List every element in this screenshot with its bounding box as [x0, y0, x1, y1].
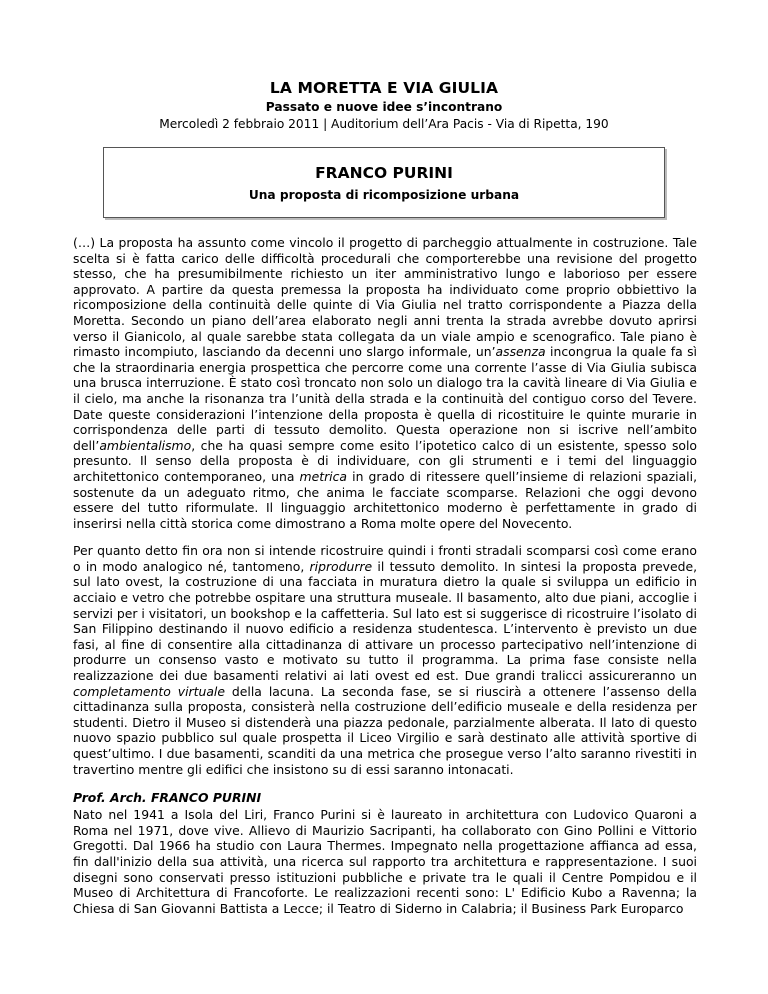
text-run: il tessuto demolito. In sintesi la proposta prevede, sul lato ovest, la costruzione di una facciata in muratura dietro la quale si sviluppa un edificio in acciaio e vetro che potrebbe ospitare una struttura museale. Il basamento, alto due piani, accoglie i servizi per i visitatori, un bookshop e la caffetteria. Sul lato est si suggerisce di ricostruire l’isolato di San Filippino destinando il nuovo edificio a residenza studentesca. L’intervento è previsto un due fasi, al fine di consentire alla cittadinanza di attivare un processo partecipativo nell’intenzione di produrre un consenso vasto e motivato su tutto il programma. La prima fase consiste nella realizzazione dei due basamenti relativi ai lati ovest ed est. Due grandi tralicci assicureranno un [73, 558, 698, 684]
emphasis: metrica [299, 468, 348, 484]
bio-paragraph: Nato nel 1941 a Isola del Liri, Franco Purini si è laureato in architettura con Ludovico Quaroni a Roma nel 1971, dove vive. Allievo di Maurizio Sacripanti, ha collaborato con Gino Pollini e Vittorio Gregotti. Dal 1966 ha studio con Laura Thermes. Impegnato nella progettazione affianca ad essa, fin dall'inizio della sua attività, una ricerca sul rapporto tra architettura e rappresentazione. I suoi disegni sono conservati presso istituzioni pubbliche e private tra le quali il Centre Pompidou e il Museo di Architettura di Francoforte. Le realizzazioni recenti sono: L' Edificio Kubo a Ravenna; la Chiesa di San Giovanni Battista a Lecce; il Teatro di Siderno in Calabria; il Business Park Europarco [73, 807, 697, 916]
bio-heading: Prof. Arch. FRANCO PURINI [73, 790, 262, 806]
document-title: LA MORETTA E VIA GIULIA [269, 79, 499, 97]
emphasis: assenza [495, 344, 546, 360]
text-run: Per quanto detto fin ora non si intende ricostruire quindi i fronti stradali scomparsi così come erano o in modo analogico né, tantomeno, [73, 543, 697, 574]
text-run: della lacuna. La seconda fase, se si riuscirà a ottenere l’assenso della cittadinanza sulla proposta, consisterà nella costruzione dell’edificio museale e della residenza per studenti. Dietro il Museo si distenderà una piazza pedonale, parzialmente alberata. Il lato di questo nuovo spazio pubblico sul quale prospetta il Liceo Virgilio e sarà destinato alle attività sportive di quest’ultimo. I due basamenti, scanditi da una metrica che prosegue verso l’alto saranno rivestiti in travertino mentre gli edifici che insistono su di essi saranno intonacati. [73, 683, 697, 777]
paragraph-2 [73, 543, 697, 777]
body-text [73, 235, 697, 916]
talk-title: Una proposta di ricomposizione urbana [248, 188, 520, 202]
emphasis: ambientalismo [99, 437, 192, 453]
speaker-name: FRANCO PURINI [315, 164, 453, 182]
text-run: (…) La proposta ha assunto come vincolo il progetto di parcheggio attualmente in costruzione. Tale scelta si è fatta carico delle difficoltà procedurali che comporterebbe una revisione del progetto stesso, che ha presumibilmente richiesto un iter amministrativo lungo e laborioso per essere approvato. A partire da questa premessa la proposta ha individuato come proprio obbiettivo la ricomposizione della continuità delle quinte di Via Giulia nel tratto corrispondente a Piazza della Moretta. Secondo un piano dell’area elaborato negli anni trenta la strada avrebbe dovuto aprirsi verso il Gianicolo, al quale sarebbe stata collegata da un viale ampio e scenografico. Tale piano è rimasto incompiuto, lasciando da decenni uno slargo informale, un’ [73, 235, 697, 360]
text-run: , che ha quasi sempre come esito l’ipotetico calco di un esistente, spesso solo presunto. Il senso della proposta è di individuare, con gli strumenti e i temi del linguaggio architettonico contemporaneo, una [73, 437, 697, 484]
event-info: Mercoledì 2 febbraio 2011 | Auditorium dell’Ara Pacis - Via di Ripetta, 190 [159, 117, 609, 131]
emphasis: riprodurre [309, 558, 373, 574]
speaker-box [103, 147, 665, 218]
text-run: in grado di ritessere quell’insieme di relazioni spaziali, sostenute da un adeguato ritmo, che anima le facciate scomparse. Relazioni che oggi devono essere del tutto riformulate. Il linguaggio architettonico moderno è perfettamente in grado di inserirsi nella città storica come dimostrano a Roma molte opere del Novecento. [73, 468, 698, 531]
document-subtitle: Passato e nuove idee s’incontrano [265, 100, 503, 114]
emphasis: completamento virtuale [73, 683, 225, 699]
text-run: incongrua la quale fa sì che la straordinaria energia prospettica che percorre come una corrente l’asse di Via Giulia subisca una brusca interruzione. È stato così troncato non solo un dialogo tra la cavità lineare di Via Giulia e il cielo, ma anche la risonanza tra l’unità della strada e la continuità del contiguo corso del Tevere. Date queste considerazioni l’intenzione della proposta è quella di ricostituire le quinte murarie in corrispondenza delle parti di tessuto demolito. Questa operazione non si iscrive nell’ambito dell’ [73, 344, 697, 453]
document-header [0, 77, 768, 133]
paragraph-1 [73, 235, 697, 531]
